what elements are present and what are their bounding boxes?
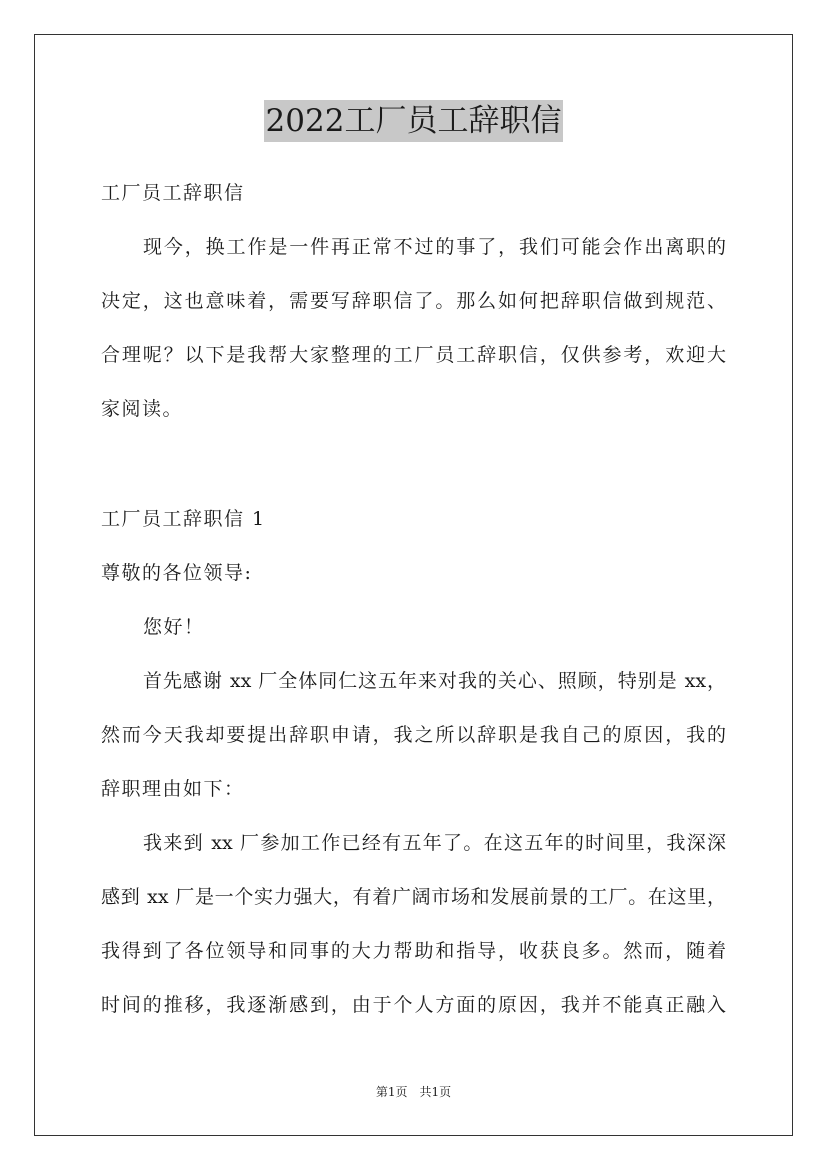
paragraph-line: 我得到了各位领导和同事的大力帮助和指导，收获良多。然而，随着 bbox=[101, 940, 726, 962]
paragraph-line: 首先感谢 xx 厂全体同仁这五年来对我的关心、照顾，特别是 xx， bbox=[143, 670, 726, 692]
greeting: 您好！ bbox=[143, 616, 205, 638]
document-title: 2022工厂员工辞职信 bbox=[264, 100, 564, 142]
paragraph-line: 我来到 xx 厂参加工作已经有五年了。在这五年的时间里，我深深 bbox=[143, 832, 726, 854]
title-container bbox=[0, 100, 827, 142]
paragraph-line: 时间的推移，我逐渐感到，由于个人方面的原因，我并不能真正融入 bbox=[101, 994, 726, 1016]
paragraph-line: 然而今天我却要提出辞职申请，我之所以辞职是我自己的原因，我的 bbox=[101, 724, 726, 746]
salutation: 尊敬的各位领导: bbox=[101, 562, 253, 584]
intro-line: 合理呢？以下是我帮大家整理的工厂员工辞职信，仅供参考，欢迎大 bbox=[101, 344, 726, 366]
intro-line: 决定，这也意味着，需要写辞职信了。那么如何把辞职信做到规范、 bbox=[101, 290, 726, 312]
page-footer bbox=[0, 1084, 827, 1100]
subtitle: 工厂员工辞职信 bbox=[101, 182, 245, 204]
page-total: 共1页 bbox=[419, 1085, 452, 1099]
section-heading: 工厂员工辞职信 1 bbox=[101, 508, 266, 530]
page-number: 第1页 bbox=[375, 1085, 408, 1099]
intro-line: 现今，换工作是一件再正常不过的事了，我们可能会作出离职的 bbox=[143, 236, 726, 258]
paragraph-line: 感到 xx 厂是一个实力强大，有着广阔市场和发展前景的工厂。在这里， bbox=[101, 886, 726, 908]
intro-line: 家阅读。 bbox=[101, 398, 184, 420]
paragraph-line: 辞职理由如下： bbox=[101, 778, 245, 800]
